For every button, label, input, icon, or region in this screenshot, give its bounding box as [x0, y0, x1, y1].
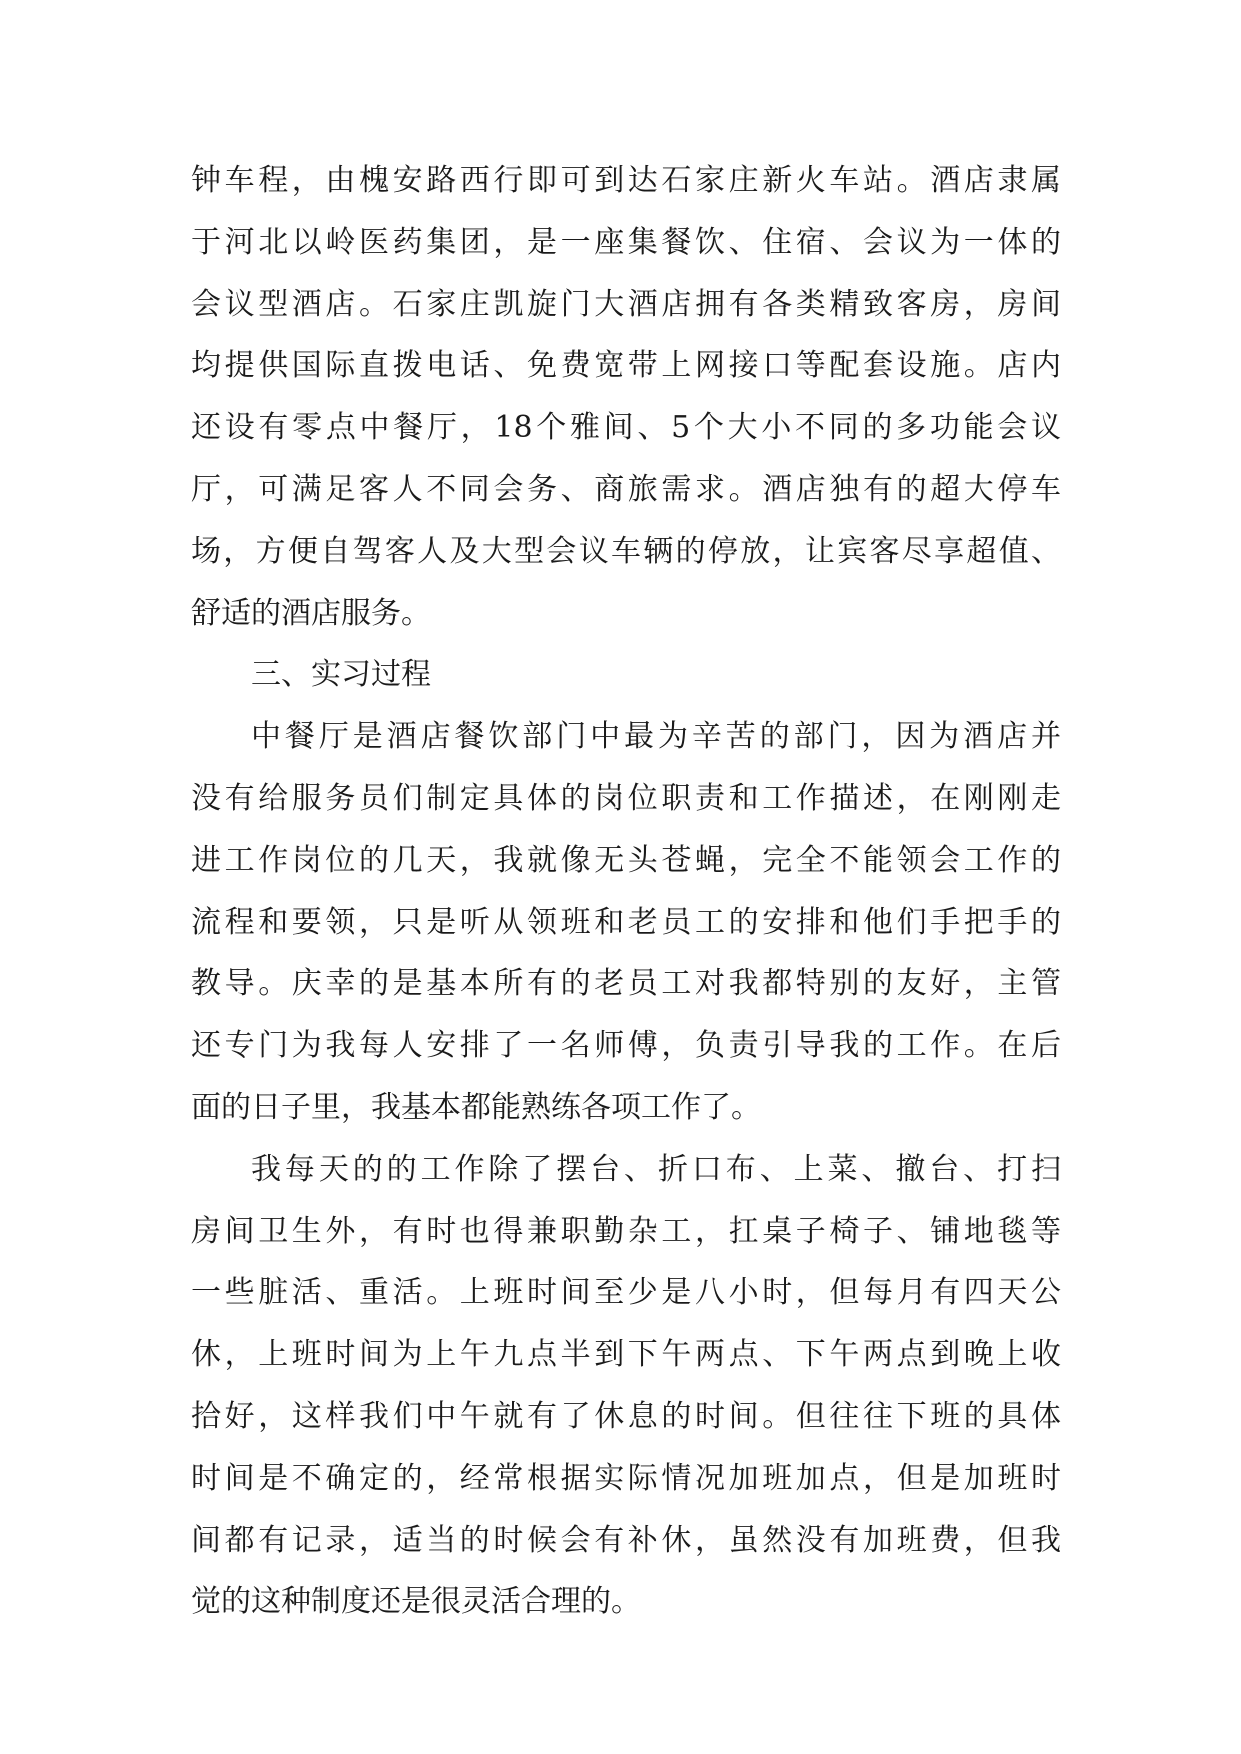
paragraph-3-line-5: 拾好，这样我们中午就有了休息的时间。但往往下班的具体: [191, 1398, 1061, 1434]
paragraph-3-line-4: 休，上班时间为上午九点半到下午两点、下午两点到晚上收: [191, 1337, 1061, 1373]
paragraph-1-line-2: 于河北以岭医药集团，是一座集餐饮、住宿、会议为一体的: [191, 224, 1061, 260]
paragraph-3-line-6: 时间是不确定的，经常根据实际情况加班加点，但是加班时: [191, 1460, 1061, 1496]
paragraph-3-line-1: 我每天的的工作除了摆台、折口布、上菜、撤台、打扫: [251, 1151, 1061, 1187]
paragraph-1-line-3: 会议型酒店。石家庄凯旋门大酒店拥有各类精致客房，房间: [191, 286, 1061, 322]
paragraph-1-line-8: 舒适的酒店服务。: [191, 595, 431, 631]
paragraph-3-line-3: 一些脏活、重活。上班时间至少是八小时，但每月有四天公: [191, 1275, 1061, 1311]
paragraph-3-line-8: 觉的这种制度还是很灵活合理的。: [191, 1584, 641, 1620]
section-heading: 三、实习过程: [251, 657, 431, 693]
paragraph-2-line-7: 面的日子里，我基本都能熟练各项工作了。: [191, 1089, 761, 1125]
document-body: [191, 161, 1061, 1644]
paragraph-3-line-2: 房间卫生外，有时也得兼职勤杂工，扛桌子椅子、铺地毯等: [191, 1213, 1061, 1249]
paragraph-2-line-6: 还专门为我每人安排了一名师傅，负责引导我的工作。在后: [191, 1028, 1061, 1064]
paragraph-2-line-2: 没有给服务员们制定具体的岗位职责和工作描述，在刚刚走: [191, 780, 1061, 816]
paragraph-2-line-3: 进工作岗位的几天，我就像无头苍蝇，完全不能领会工作的: [191, 842, 1061, 878]
paragraph-1-line-4: 均提供国际直拨电话、免费宽带上网接口等配套设施。店内: [191, 348, 1061, 384]
paragraph-2-line-1: 中餐厅是酒店餐饮部门中最为辛苦的部门，因为酒店并: [251, 719, 1061, 755]
paragraph-1-line-7: 场，方便自驾客人及大型会议车辆的停放，让宾客尽享超值、: [191, 533, 1061, 569]
paragraph-2-line-4: 流程和要领，只是听从领班和老员工的安排和他们手把手的: [191, 904, 1061, 940]
paragraph-3-line-7: 间都有记录，适当的时候会有补休，虽然没有加班费，但我: [191, 1522, 1061, 1558]
paragraph-2-line-5: 教导。庆幸的是基本所有的老员工对我都特别的友好，主管: [191, 966, 1061, 1002]
paragraph-1-line-1: 钟车程，由槐安路西行即可到达石家庄新火车站。酒店隶属: [191, 163, 1061, 198]
paragraph-1-line-5: 还设有零点中餐厅，18个雅间、5个大小不同的多功能会议: [191, 410, 1061, 446]
paragraph-1-line-6: 厅，可满足客人不同会务、商旅需求。酒店独有的超大停车: [191, 471, 1061, 507]
